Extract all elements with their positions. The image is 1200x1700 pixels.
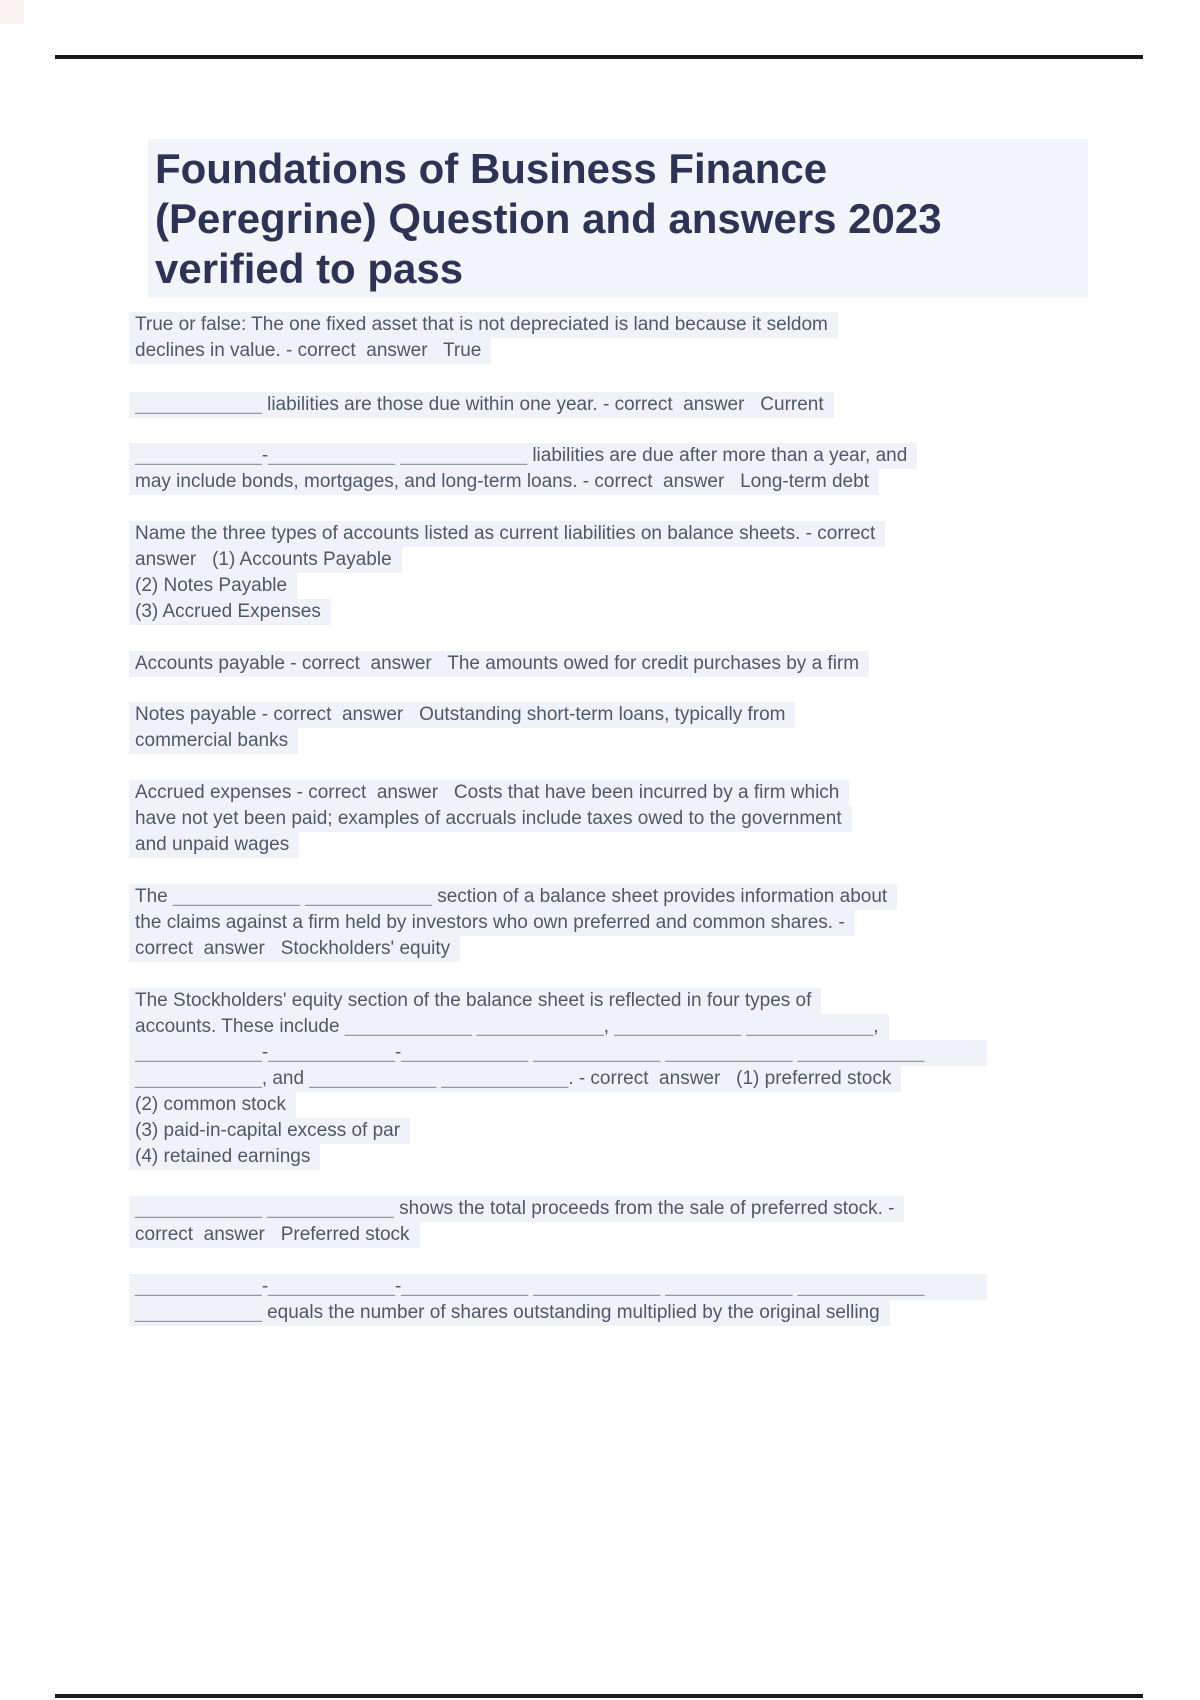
qa-block — [129, 702, 795, 754]
scan-artifact — [0, 0, 24, 24]
title-line: verified to pass — [155, 245, 464, 292]
title-line: Foundations of Business Finance — [155, 145, 828, 192]
qa-line: ____________, and ____________ ____________. - correct answer (1) preferred stock — [129, 1066, 901, 1092]
qa-line: (4) retained earnings — [129, 1144, 320, 1170]
qa-line: answer (1) Accounts Payable — [129, 547, 402, 573]
qa-block — [129, 443, 917, 495]
qa-line: ____________ liabilities are those due within one year. - correct answer Current — [129, 392, 834, 418]
qa-block — [129, 1196, 904, 1248]
qa-block — [129, 884, 897, 962]
qa-line: The ____________ ____________ section of a balance sheet provides information about — [129, 884, 897, 910]
qa-line: (3) paid-in-capital excess of par — [129, 1118, 410, 1144]
qa-line: Accrued expenses - correct answer Costs that have been incurred by a firm which — [129, 780, 849, 806]
qa-line: have not yet been paid; examples of accruals include taxes owed to the government — [129, 806, 852, 832]
qa-block — [129, 1274, 987, 1326]
bottom-rule — [55, 1694, 1143, 1698]
qa-line: (2) Notes Payable — [129, 573, 297, 599]
qa-block — [129, 988, 987, 1170]
qa-line: ____________-____________-____________ ____________ ____________ ____________ — [129, 1274, 987, 1300]
qa-line: correct answer Stockholders' equity — [129, 936, 460, 962]
qa-line: ____________-____________-____________ ____________ ____________ ____________ — [129, 1040, 987, 1066]
qa-block — [129, 780, 852, 858]
qa-block — [129, 651, 869, 677]
document-title — [148, 139, 1088, 298]
qa-line: correct answer Preferred stock — [129, 1222, 420, 1248]
qa-line: ____________ ____________ shows the total proceeds from the sale of preferred stock. - — [129, 1196, 904, 1222]
qa-line: Notes payable - correct answer Outstanding short-term loans, typically from — [129, 702, 795, 728]
qa-block — [129, 521, 885, 625]
qa-line: commercial banks — [129, 728, 298, 754]
qa-line: (2) common stock — [129, 1092, 296, 1118]
qa-line: accounts. These include ____________ ____________, ____________ ____________, — [129, 1014, 889, 1040]
top-rule — [55, 55, 1143, 59]
qa-block — [129, 312, 838, 364]
qa-line: declines in value. - correct answer True — [129, 338, 491, 364]
qa-line: may include bonds, mortgages, and long-term loans. - correct answer Long-term debt — [129, 469, 879, 495]
qa-line: the claims against a firm held by investors who own preferred and common shares. - — [129, 910, 855, 936]
qa-line: The Stockholders' equity section of the balance sheet is reflected in four types of — [129, 988, 821, 1014]
qa-line: Name the three types of accounts listed as current liabilities on balance sheets. - correct — [129, 521, 885, 547]
title-line: (Peregrine) Question and answers 2023 — [155, 195, 942, 242]
qa-line: (3) Accrued Expenses — [129, 599, 331, 625]
qa-line: ____________-____________ ____________ liabilities are due after more than a year, and — [129, 443, 917, 469]
qa-line: True or false: The one fixed asset that is not depreciated is land because it seldom — [129, 312, 838, 338]
qa-line: ____________ equals the number of shares outstanding multiplied by the original selling — [129, 1300, 890, 1326]
qa-block — [129, 392, 834, 418]
qa-line: Accounts payable - correct answer The amounts owed for credit purchases by a firm — [129, 651, 869, 677]
qa-line: and unpaid wages — [129, 832, 299, 858]
